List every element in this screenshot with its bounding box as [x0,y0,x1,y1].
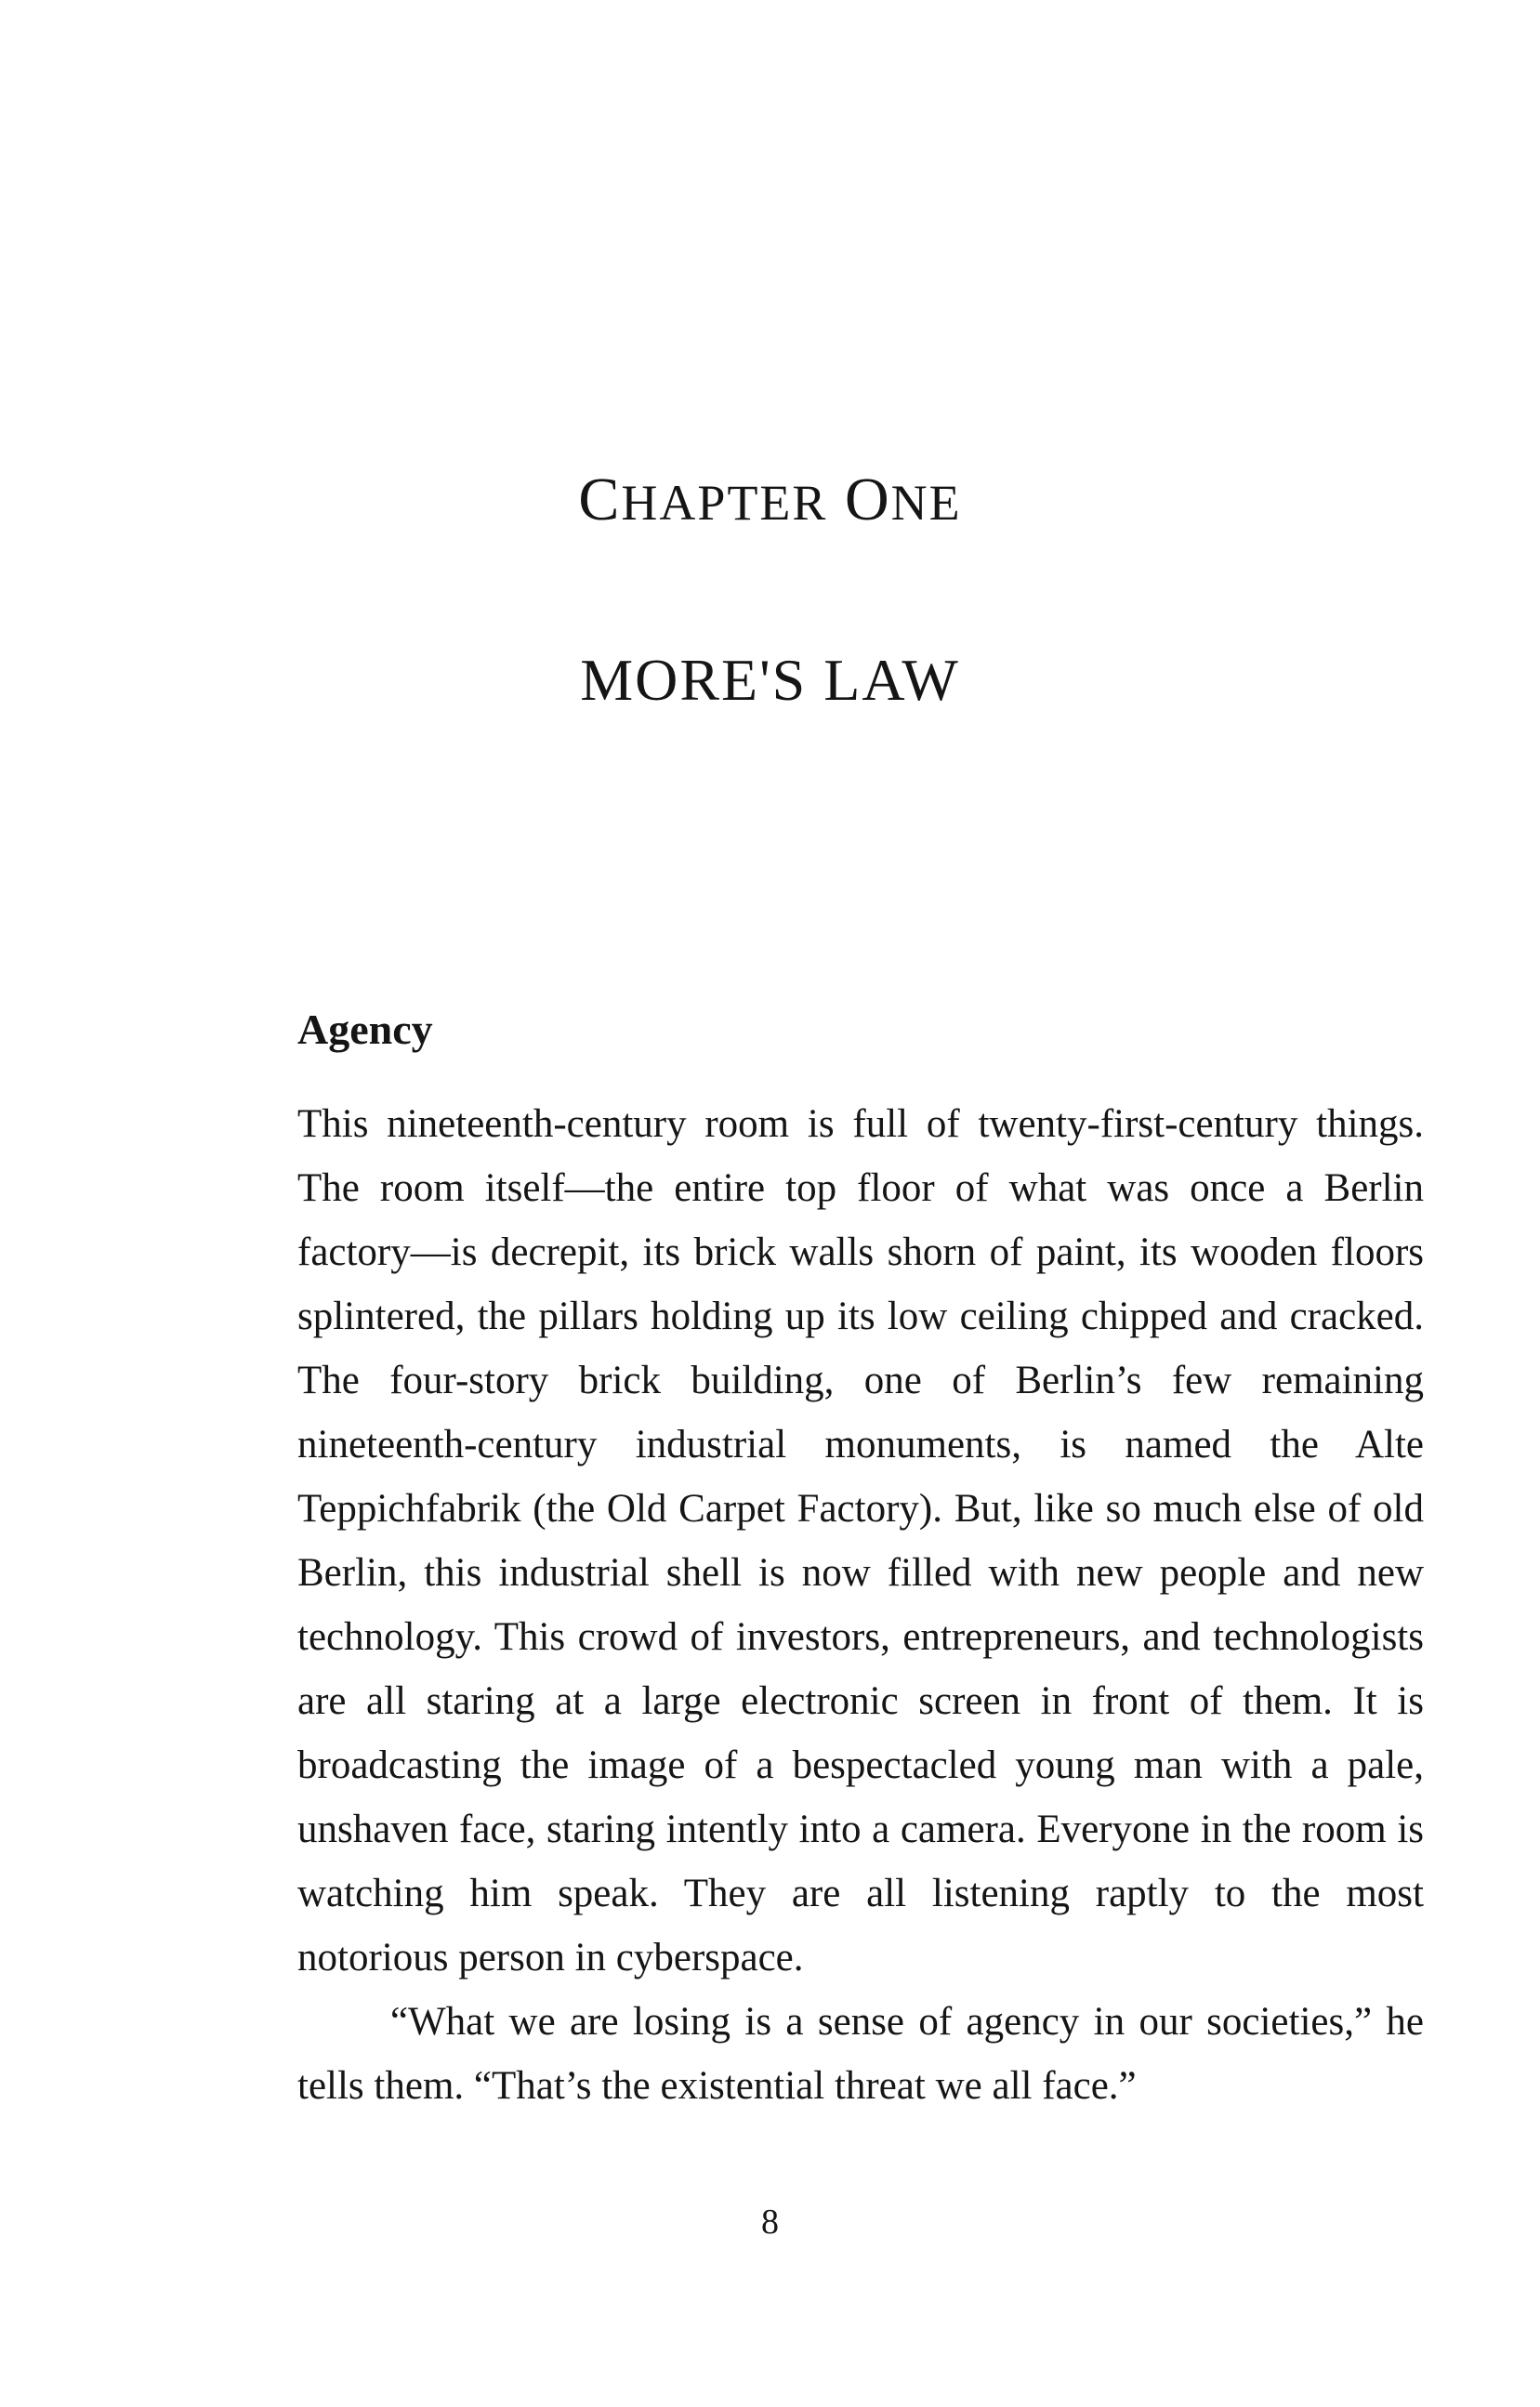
chapter-label: CHAPTER ONE [578,466,962,533]
paragraph: “What we are losing is a sense of agency in our societies,” he tells them. “That’s the existential threat we all face.” [297,2000,1424,2108]
page-number: 8 [761,2203,779,2242]
chapter-title: MORE'S LAW [580,647,960,713]
section-heading: Agency [297,1006,433,1053]
paragraph: This nineteenth-century room is full of twenty-first-century things. The room itself—the entire top floor of what was once a Berlin factory—is decrepit, its brick walls shorn of paint, its wooden floors splintered, the pillars holding up its low ceiling chipped and cracked. The four-story brick building, one of Berlin’s few remaining nineteenth-century industrial monuments, is named the Alte Teppichfabrik (the Old Carpet Factory). But, like so much else of old Berlin, this industrial shell is now filled with new people and new technology. This crowd of investors, entrepreneurs, and technologists are all staring at a large electronic screen in front of them. It is broadcasting the image of a bespectacled young man with a pale, unshaven face, staring intently into a camera. Everyone in the room is watching him speak. They are all listening raptly to the most notorious person in cyberspace. [297,1102,1424,1980]
body-text [297,1092,1424,2118]
